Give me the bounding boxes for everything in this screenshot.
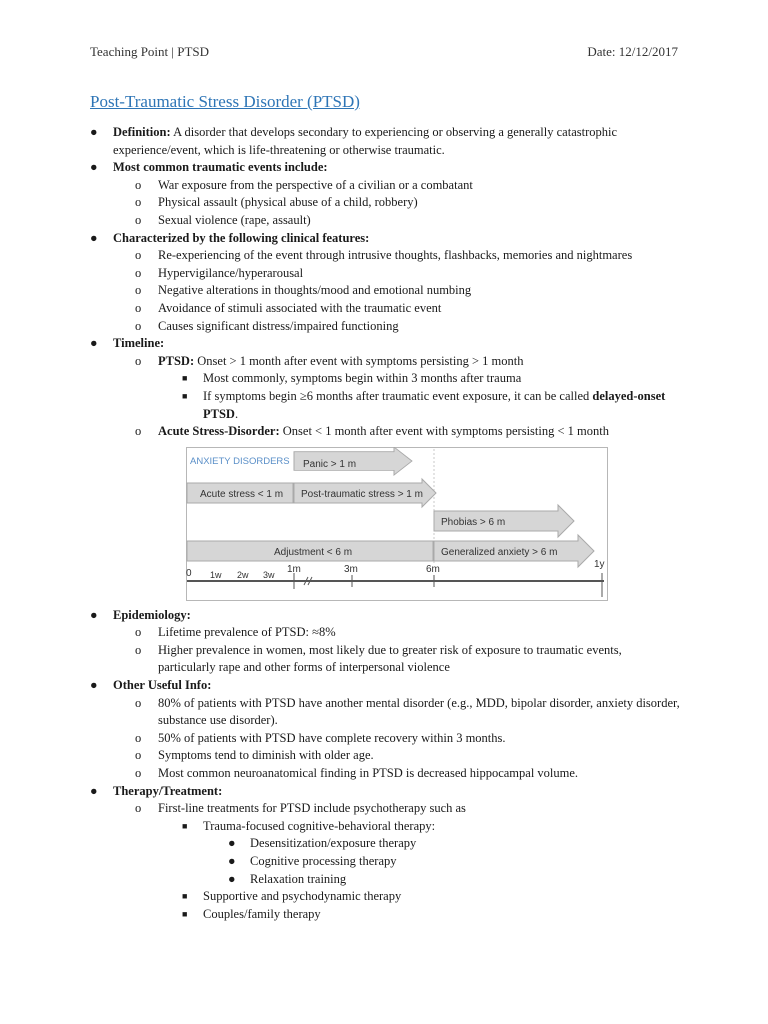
axis-tick-label: 3m: [344, 563, 358, 575]
bullet-icon: ●: [90, 230, 98, 245]
circle-bullet-icon: o: [135, 318, 142, 333]
therapy-item: [90, 906, 680, 924]
ptsd-timeline-item: [90, 353, 680, 371]
circle-bullet-icon: o: [135, 748, 142, 763]
circle-bullet-icon: o: [135, 212, 142, 227]
circle-bullet-icon: o: [135, 177, 142, 192]
list-item-text: Sexual violence (rape, assault): [158, 212, 311, 227]
list-item: [90, 318, 680, 336]
bullet-icon: ●: [228, 854, 236, 868]
epidemiology-label: Epidemiology:: [113, 607, 191, 622]
bullet-icon: ●: [90, 607, 98, 622]
circle-bullet-icon: o: [135, 695, 142, 710]
ptsd-bar-label: Post-traumatic stress > 1 m: [301, 488, 423, 500]
bullet-icon: ●: [90, 160, 98, 175]
square-bullet-icon: ■: [182, 373, 188, 384]
therapy-label: Therapy/Treatment:: [113, 783, 223, 798]
list-item-text: 50% of patients with PTSD have complete recovery within 3 months.: [158, 730, 506, 745]
circle-bullet-icon: o: [135, 642, 142, 657]
cbt-item: [90, 818, 680, 836]
clinical-features-label: Characterized by the following clinical features:: [113, 230, 370, 245]
therapy-item-text: Couples/family therapy: [203, 906, 321, 921]
circle-bullet-icon: o: [135, 248, 142, 263]
asd-timeline-item: [90, 423, 680, 441]
delayed-onset-term: delayed-onset PTSD: [203, 388, 666, 421]
list-item: [90, 642, 680, 677]
square-bullet-icon: ■: [182, 908, 188, 919]
list-item: [90, 282, 680, 300]
anxiety-disorders-figure: [90, 443, 680, 603]
bullet-icon: ●: [90, 125, 98, 139]
list-item-text: 80% of patients with PTSD have another mental disorder (e.g., MDD, bipolar disorder, anxiety disorder, substance use disorder).: [158, 695, 680, 728]
anxiety-timeline-diagram: [186, 447, 608, 601]
ptsd-sub-text: Most commonly, symptoms begin within 3 months after trauma: [203, 371, 522, 386]
bullet-icon: ●: [228, 836, 236, 851]
therapy-item-text: Supportive and psychodynamic therapy: [203, 889, 402, 904]
figure-heading: ANXIETY DISORDERS: [190, 455, 290, 467]
definition-label: Definition:: [113, 125, 171, 139]
generalized-anxiety-bar-label: Generalized anxiety > 6 m: [441, 546, 558, 558]
bullet-icon: ●: [90, 336, 98, 351]
asd-text: Onset < 1 month after event with symptoms persisting < 1 month: [279, 424, 609, 439]
list-item-text: Hypervigilance/hyperarousal: [158, 265, 304, 280]
list-item: [90, 800, 680, 818]
therapy-heading: [90, 783, 680, 801]
clinical-features-heading: [90, 230, 680, 248]
timeline-heading: [90, 335, 680, 353]
axis-tick-label: 1y: [594, 558, 605, 570]
definition-text: A disorder that develops secondary to experiencing or observing a generally catastrophic experience/event, which is life-threatening or otherwise traumatic.: [113, 125, 618, 157]
list-item-text: Negative alterations in thoughts/mood and emotional numbing: [158, 283, 472, 298]
axis-tick-label: 0: [186, 567, 192, 579]
list-item: [90, 247, 680, 265]
list-item: [90, 747, 680, 765]
list-item: [90, 194, 680, 212]
document-body: [90, 124, 680, 923]
header-right: Date: 12/12/2017: [587, 44, 678, 59]
list-item: [90, 624, 680, 642]
cbt-sub-text: Desensitization/exposure therapy: [250, 836, 417, 851]
ptsd-text: Onset > 1 month after event with symptoms persisting > 1 month: [194, 353, 524, 368]
therapy-item: [90, 888, 680, 906]
ptsd-sub-item: [90, 370, 680, 388]
panic-bar-label: Panic > 1 m: [303, 458, 357, 470]
other-info-label: Other Useful Info:: [113, 678, 212, 693]
circle-bullet-icon: o: [135, 801, 142, 816]
definition-item: [90, 124, 680, 159]
cbt-sub-item: [90, 853, 680, 871]
traumatic-events-heading: [90, 159, 680, 177]
acute-stress-bar-label: Acute stress < 1 m: [200, 488, 284, 500]
list-item-text: Most common neuroanatomical finding in PTSD is decreased hippocampal volume.: [158, 766, 579, 781]
axis-tick-label: 3w: [263, 569, 275, 580]
bullet-icon: ●: [90, 678, 98, 693]
traumatic-events-label: Most common traumatic events include:: [113, 160, 328, 175]
circle-bullet-icon: o: [135, 300, 142, 315]
circle-bullet-icon: o: [135, 353, 142, 368]
bullet-icon: ●: [90, 783, 98, 798]
cbt-sub-item: [90, 871, 680, 889]
circle-bullet-icon: o: [135, 625, 142, 640]
list-item-text: Causes significant distress/impaired functioning: [158, 318, 399, 333]
phobias-bar-label: Phobias > 6 m: [441, 516, 506, 528]
list-item: [90, 765, 680, 783]
list-item: [90, 730, 680, 748]
circle-bullet-icon: o: [135, 766, 142, 781]
axis-tick-label: 1w: [210, 569, 222, 580]
square-bullet-icon: ■: [182, 820, 188, 831]
bullet-icon: ●: [228, 871, 236, 886]
list-item-text: Re-experiencing of the event through intrusive thoughts, flashbacks, memories and nightmares: [158, 248, 633, 263]
page-title: Post-Traumatic Stress Disorder (PTSD): [90, 92, 360, 111]
cbt-sub-text: Relaxation training: [250, 871, 347, 886]
ptsd-sub-text-end: .: [234, 406, 239, 421]
list-item-text: Symptoms tend to diminish with older age.: [158, 748, 374, 763]
header-left: Teaching Point | PTSD: [90, 44, 210, 59]
circle-bullet-icon: o: [135, 424, 142, 439]
other-info-heading: [90, 677, 680, 695]
cbt-sub-item: [90, 835, 680, 853]
circle-bullet-icon: o: [135, 265, 142, 280]
axis-tick-label: 1m: [287, 563, 301, 575]
asd-label: Acute Stress-Disorder:: [158, 424, 280, 439]
circle-bullet-icon: o: [135, 283, 142, 298]
timeline-label: Timeline:: [113, 336, 165, 351]
list-item: [90, 212, 680, 230]
list-item-text: Lifetime prevalence of PTSD: ≈8%: [158, 625, 336, 640]
list-item: [90, 177, 680, 195]
cbt-sub-text: Cognitive processing therapy: [250, 854, 397, 868]
list-item: [90, 300, 680, 318]
cbt-text: Trauma-focused cognitive-behavioral therapy:: [203, 818, 436, 833]
epidemiology-heading: [90, 607, 680, 625]
list-item-text: Higher prevalence in women, most likely due to greater risk of exposure to traumatic events, particularly rape and other forms of interpersonal violence: [158, 642, 622, 675]
axis-tick-label: 2w: [237, 569, 249, 580]
adjustment-bar-label: Adjustment < 6 m: [274, 546, 353, 558]
ptsd-sub-item: [90, 388, 680, 423]
ptsd-label: PTSD:: [158, 353, 195, 368]
list-item-text: Avoidance of stimuli associated with the traumatic event: [158, 300, 442, 315]
ptsd-sub-text: If symptoms begin ≥6 months after traumatic event exposure, it can be called: [203, 388, 593, 403]
circle-bullet-icon: o: [135, 195, 142, 210]
circle-bullet-icon: o: [135, 730, 142, 745]
list-item-text: First-line treatments for PTSD include psychotherapy such as: [158, 801, 466, 816]
square-bullet-icon: ■: [182, 891, 188, 902]
list-item-text: Physical assault (physical abuse of a child, robbery): [158, 195, 418, 210]
list-item: [90, 265, 680, 283]
list-item: [90, 695, 680, 730]
square-bullet-icon: ■: [182, 390, 188, 401]
axis-tick-label: 6m: [426, 563, 440, 575]
list-item-text: War exposure from the perspective of a civilian or a combatant: [158, 177, 473, 192]
